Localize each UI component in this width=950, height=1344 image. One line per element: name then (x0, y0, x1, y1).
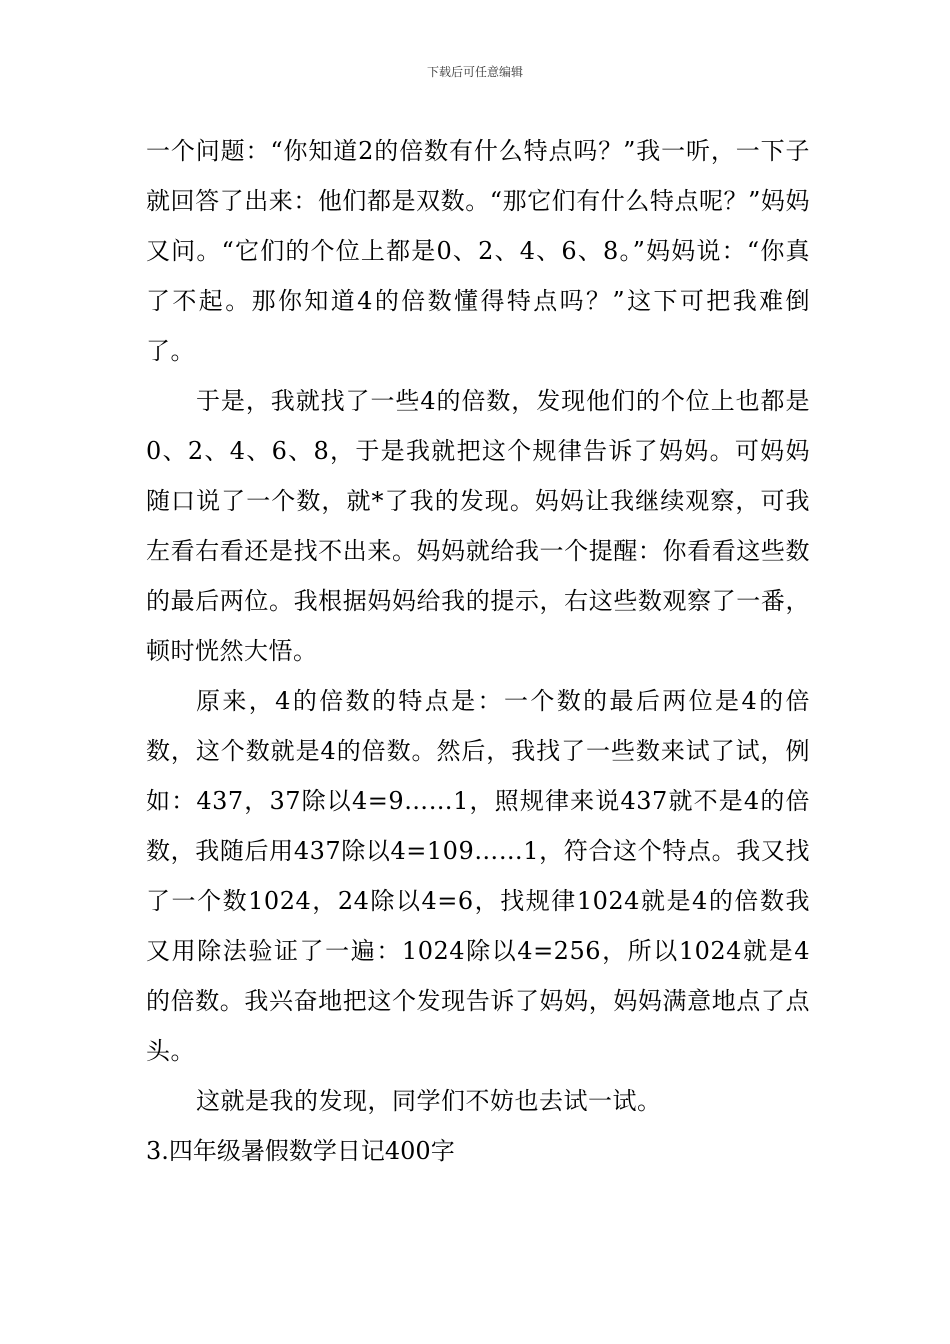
section-heading: 3.四年级暑假数学日记400字 (146, 1137, 455, 1165)
paragraph-4: 这就是我的发现，同学们不妨也去试一试。 (196, 1087, 662, 1115)
paragraph-3: 原来，4的倍数的特点是：一个数的最后两位是4的倍数，这个数就是4的倍数。然后，我找了一些数来试了试，例如：437，37除以4=9……1，照规律来说437就不是4的倍数，我随后用437除以4=109……1，符合这个特点。我又找了一个数1024，24除以4=6，找规律1024就是4的倍数我又用除法验证了一遍：1024除以4=256，所以1024就是4的倍数。我兴奋地把这个发现告诉了妈妈，妈妈满意地点了点头。 (146, 687, 810, 1065)
document-body (146, 126, 810, 1176)
paragraph-1: 一个问题：“你知道2的倍数有什么特点吗？”我一听，一下子就回答了出来：他们都是双数。“那它们有什么特点呢？”妈妈又问。“它们的个位上都是0、2、4、6、8。”妈妈说：“你真了不起。那你知道4的倍数懂得特点吗？”这下可把我难倒了。 (146, 137, 810, 365)
header-note: 下载后可任意编辑 (426, 65, 523, 79)
paragraph-2: 于是，我就找了一些4的倍数，发现他们的个位上也都是0、2、4、6、8，于是我就把这个规律告诉了妈妈。可妈妈随口说了一个数，就*了我的发现。妈妈让我继续观察，可我左看右看还是找不出来。妈妈就给我一个提醒：你看看这些数的最后两位。我根据妈妈给我的提示，右这些数观察了一番，顿时恍然大悟。 (146, 387, 810, 665)
